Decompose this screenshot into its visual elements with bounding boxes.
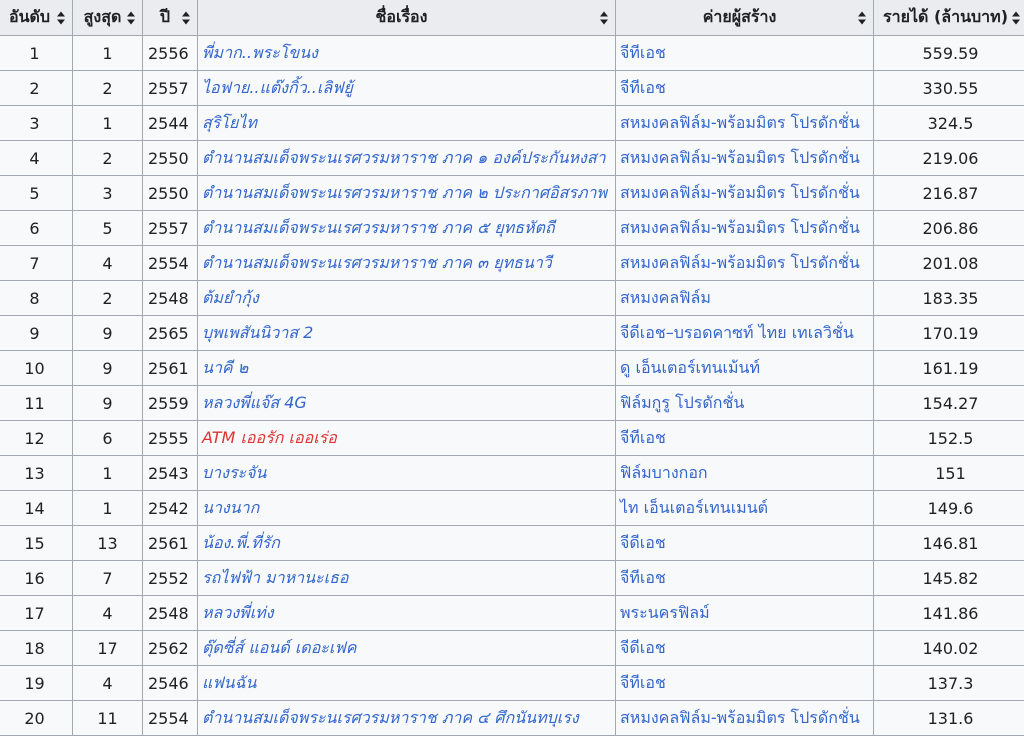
gross-cell: 146.81: [874, 526, 1024, 561]
year-cell: 2557: [143, 71, 198, 106]
peak-cell: 9: [73, 386, 143, 421]
title-cell: [198, 211, 616, 246]
year-cell: 2555: [143, 421, 198, 456]
title-link[interactable]: ไอฟาย..แต๊งกิ้ว..เลิฟยู้: [202, 77, 353, 97]
year-cell: 2544: [143, 106, 198, 141]
year-cell: 2552: [143, 561, 198, 596]
gross-cell: 219.06: [874, 141, 1024, 176]
title-link[interactable]: หลวงพี่เท่ง: [202, 602, 274, 622]
studio-link[interactable]: จีดีเอช–บรอดคาซท์ ไทย เทเลวิชั่น: [620, 322, 854, 342]
title-cell: [198, 246, 616, 281]
gross-cell: 201.08: [874, 246, 1024, 281]
gross-cell: 137.3: [874, 666, 1024, 701]
rank-cell: 19: [0, 666, 73, 701]
table-row: [0, 106, 1024, 141]
title-cell: [198, 456, 616, 491]
peak-cell: 1: [73, 456, 143, 491]
rank-cell: 18: [0, 631, 73, 666]
peak-cell: 2: [73, 141, 143, 176]
studio-link[interactable]: จีดีเอช: [620, 532, 666, 552]
title-cell: [198, 491, 616, 526]
year-cell: 2550: [143, 176, 198, 211]
rank-cell: 16: [0, 561, 73, 596]
studio-link[interactable]: จีทีเอช: [620, 427, 666, 447]
year-cell: 2542: [143, 491, 198, 526]
gross-cell: 151: [874, 456, 1024, 491]
sort-icon[interactable]: [858, 11, 867, 24]
column-header-label: ค่ายผู้สร้าง: [702, 7, 777, 26]
studio-link[interactable]: ไท เอ็นเตอร์เทนเมนต์: [620, 497, 769, 517]
column-header-rank[interactable]: [0, 0, 73, 36]
year-cell: 2543: [143, 456, 198, 491]
title-cell: [198, 316, 616, 351]
title-link[interactable]: ตำนานสมเด็จพระนเรศวรมหาราช ภาค ๒ ประกาศอิสรภาพ: [202, 182, 608, 202]
peak-cell: 4: [73, 596, 143, 631]
peak-cell: 2: [73, 71, 143, 106]
table-row: [0, 561, 1024, 596]
peak-cell: 11: [73, 701, 143, 736]
studio-link[interactable]: ฟิล์มกูรู โปรดักชั่น: [620, 392, 745, 412]
gross-cell: 324.5: [874, 106, 1024, 141]
title-link[interactable]: นางนาก: [202, 497, 260, 517]
year-cell: 2561: [143, 351, 198, 386]
studio-link[interactable]: จีทีเอช: [620, 672, 666, 692]
title-link[interactable]: หลวงพี่แจ๊ส 4G: [202, 392, 307, 412]
year-cell: 2561: [143, 526, 198, 561]
year-cell: 2559: [143, 386, 198, 421]
peak-cell: 7: [73, 561, 143, 596]
year-cell: 2548: [143, 281, 198, 316]
gross-cell: 170.19: [874, 316, 1024, 351]
studio-link[interactable]: สหมงคลฟิล์ม-พร้อมมิตร โปรดักชั่น: [620, 217, 860, 237]
title-cell: [198, 281, 616, 316]
studio-cell: [616, 106, 874, 141]
gross-cell: 161.19: [874, 351, 1024, 386]
title-link[interactable]: แฟนฉัน: [202, 672, 257, 692]
rank-cell: 10: [0, 351, 73, 386]
rank-cell: 17: [0, 596, 73, 631]
title-link[interactable]: ตำนานสมเด็จพระนเรศวรมหาราช ภาค ๔ ศึกนันทบุเรง: [202, 707, 579, 727]
table-row: [0, 491, 1024, 526]
studio-cell: [616, 141, 874, 176]
studio-cell: [616, 71, 874, 106]
rank-cell: 4: [0, 141, 73, 176]
rank-cell: 20: [0, 701, 73, 736]
studio-cell: [616, 701, 874, 736]
rank-cell: 5: [0, 176, 73, 211]
title-link[interactable]: ต้มยำกุ้ง: [202, 287, 259, 307]
rank-cell: 2: [0, 71, 73, 106]
sort-icon[interactable]: [600, 11, 609, 24]
title-cell: [198, 631, 616, 666]
gross-cell: 149.6: [874, 491, 1024, 526]
gross-cell: 206.86: [874, 211, 1024, 246]
title-cell: [198, 561, 616, 596]
table-row: [0, 281, 1024, 316]
column-header-label: ชื่อเรื่อง: [375, 7, 428, 26]
title-link[interactable]: นาคี ๒: [202, 357, 249, 377]
title-cell: [198, 701, 616, 736]
gross-cell: 145.82: [874, 561, 1024, 596]
column-header-peak[interactable]: [73, 0, 143, 36]
peak-cell: 17: [73, 631, 143, 666]
studio-cell: [616, 281, 874, 316]
studio-link[interactable]: พระนครฟิลม์: [620, 602, 710, 622]
table-row: [0, 351, 1024, 386]
gross-cell: 183.35: [874, 281, 1024, 316]
title-link[interactable]: รถไฟฟ้า มาหานะเธอ: [202, 567, 349, 587]
title-link[interactable]: พี่มาก..พระโขนง: [202, 42, 318, 62]
gross-cell: 330.55: [874, 71, 1024, 106]
table-row: [0, 666, 1024, 701]
sort-icon[interactable]: [127, 11, 136, 24]
table-row: [0, 526, 1024, 561]
column-header-year[interactable]: [143, 0, 198, 36]
peak-cell: 9: [73, 316, 143, 351]
column-header-gross[interactable]: [874, 0, 1024, 36]
title-cell: [198, 141, 616, 176]
year-cell: 2565: [143, 316, 198, 351]
year-cell: 2562: [143, 631, 198, 666]
peak-cell: 4: [73, 246, 143, 281]
gross-cell: 140.02: [874, 631, 1024, 666]
rank-cell: 13: [0, 456, 73, 491]
column-header-title[interactable]: [198, 0, 616, 36]
rank-cell: 1: [0, 36, 73, 71]
studio-cell: [616, 246, 874, 281]
peak-cell: 6: [73, 421, 143, 456]
studio-link[interactable]: สหมงคลฟิล์ม-พร้อมมิตร โปรดักชั่น: [620, 707, 860, 727]
title-link[interactable]: บุพเพสันนิวาส 2: [202, 322, 314, 342]
gross-cell: 131.6: [874, 701, 1024, 736]
gross-cell: 152.5: [874, 421, 1024, 456]
title-cell: [198, 666, 616, 701]
rank-cell: 9: [0, 316, 73, 351]
year-cell: 2556: [143, 36, 198, 71]
studio-cell: [616, 211, 874, 246]
table-row: [0, 246, 1024, 281]
studio-link[interactable]: สหมงคลฟิล์ม-พร้อมมิตร โปรดักชั่น: [620, 182, 860, 202]
year-cell: 2554: [143, 246, 198, 281]
rank-cell: 12: [0, 421, 73, 456]
title-cell: [198, 596, 616, 631]
title-cell: [198, 351, 616, 386]
studio-cell: [616, 421, 874, 456]
peak-cell: 3: [73, 176, 143, 211]
table-row: [0, 596, 1024, 631]
table-row: [0, 316, 1024, 351]
sort-icon[interactable]: [57, 11, 66, 24]
year-cell: 2554: [143, 701, 198, 736]
sort-icon[interactable]: [182, 11, 191, 24]
rank-cell: 15: [0, 526, 73, 561]
rank-cell: 14: [0, 491, 73, 526]
title-cell: [198, 176, 616, 211]
table-row: [0, 141, 1024, 176]
title-link[interactable]: น้อง.พี่.ที่รัก: [202, 532, 280, 552]
title-link[interactable]: ตุ๊ดซี่ส์ แอนด์ เดอะเฟค: [202, 637, 357, 657]
studio-link[interactable]: จีดีเอช: [620, 637, 666, 657]
studio-link[interactable]: จีทีเอช: [620, 42, 666, 62]
table-row: [0, 631, 1024, 666]
studio-link[interactable]: สหมงคลฟิล์ม-พร้อมมิตร โปรดักชั่น: [620, 147, 860, 167]
rank-cell: 3: [0, 106, 73, 141]
studio-link[interactable]: จีทีเอช: [620, 77, 666, 97]
studio-cell: [616, 666, 874, 701]
column-header-label: รายได้ (ล้านบาท): [883, 7, 1008, 26]
title-link[interactable]: บางระจัน: [202, 462, 267, 482]
rank-cell: 7: [0, 246, 73, 281]
studio-cell: [616, 561, 874, 596]
peak-cell: 1: [73, 106, 143, 141]
studio-cell: [616, 526, 874, 561]
title-cell: [198, 386, 616, 421]
peak-cell: 4: [73, 666, 143, 701]
studio-link[interactable]: สหมงคลฟิล์ม: [620, 287, 711, 307]
studio-link[interactable]: สหมงคลฟิล์ม-พร้อมมิตร โปรดักชั่น: [620, 112, 860, 132]
column-header-label: อันดับ: [8, 7, 51, 26]
studio-cell: [616, 491, 874, 526]
studio-cell: [616, 386, 874, 421]
studio-cell: [616, 176, 874, 211]
table-row: [0, 421, 1024, 456]
year-cell: 2546: [143, 666, 198, 701]
title-link[interactable]: สุริโยไท: [202, 112, 257, 132]
table-row: [0, 456, 1024, 491]
table-row: [0, 386, 1024, 421]
table-row: [0, 211, 1024, 246]
title-cell: [198, 421, 616, 456]
peak-cell: 1: [73, 491, 143, 526]
title-cell: [198, 526, 616, 561]
peak-cell: 2: [73, 281, 143, 316]
gross-cell: 216.87: [874, 176, 1024, 211]
table-row: [0, 36, 1024, 71]
studio-link[interactable]: จีทีเอช: [620, 567, 666, 587]
title-cell: [198, 106, 616, 141]
studio-link[interactable]: สหมงคลฟิล์ม-พร้อมมิตร โปรดักชั่น: [620, 252, 860, 272]
table-row: [0, 176, 1024, 211]
gross-cell: 559.59: [874, 36, 1024, 71]
column-header-studio[interactable]: [616, 0, 874, 36]
column-header-label: สูงสุด: [83, 7, 122, 26]
year-cell: 2550: [143, 141, 198, 176]
studio-cell: [616, 351, 874, 386]
peak-cell: 1: [73, 36, 143, 71]
table-header: [0, 0, 1024, 36]
gross-cell: 141.86: [874, 596, 1024, 631]
title-link[interactable]: ตำนานสมเด็จพระนเรศวรมหาราช ภาค ๑ องค์ประกันหงสา: [202, 147, 606, 167]
rank-cell: 11: [0, 386, 73, 421]
studio-cell: [616, 456, 874, 491]
studio-cell: [616, 36, 874, 71]
table-body: [0, 36, 1024, 736]
table-row: [0, 701, 1024, 736]
title-link[interactable]: ตำนานสมเด็จพระนเรศวรมหาราช ภาค ๕ ยุทธหัตถี: [202, 217, 555, 237]
studio-cell: [616, 316, 874, 351]
column-header-label: ปี: [159, 7, 171, 26]
peak-cell: 5: [73, 211, 143, 246]
sort-icon[interactable]: [1012, 11, 1021, 24]
peak-cell: 13: [73, 526, 143, 561]
peak-cell: 9: [73, 351, 143, 386]
gross-cell: 154.27: [874, 386, 1024, 421]
title-cell: [198, 36, 616, 71]
year-cell: 2557: [143, 211, 198, 246]
studio-link[interactable]: ฟิล์มบางกอก: [620, 462, 708, 482]
studio-link[interactable]: ดู เอ็นเตอร์เทนเม้นท์: [620, 357, 761, 377]
title-link[interactable]: ATM เออรัก เออเร่อ: [202, 427, 337, 447]
studio-cell: [616, 631, 874, 666]
studio-cell: [616, 596, 874, 631]
rank-cell: 8: [0, 281, 73, 316]
title-link[interactable]: ตำนานสมเด็จพระนเรศวรมหาราช ภาค ๓ ยุทธนาวี: [202, 252, 552, 272]
rank-cell: 6: [0, 211, 73, 246]
year-cell: 2548: [143, 596, 198, 631]
table-row: [0, 71, 1024, 106]
title-cell: [198, 71, 616, 106]
